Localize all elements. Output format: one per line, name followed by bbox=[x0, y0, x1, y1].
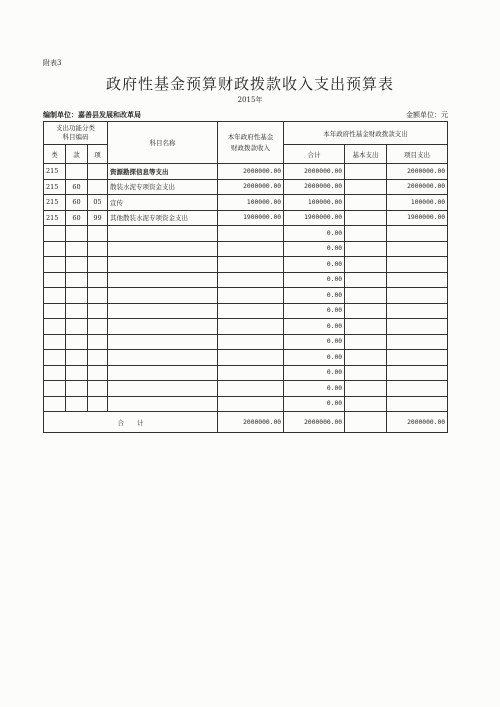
amount-unit: 金额单位：元 bbox=[406, 111, 448, 119]
total-project-cell: 2000000.00 bbox=[387, 412, 448, 433]
income-cell bbox=[218, 288, 284, 304]
xiang-cell bbox=[88, 350, 108, 366]
kuan-cell: 60 bbox=[66, 210, 88, 226]
lei-cell bbox=[44, 241, 66, 257]
xiang-cell bbox=[88, 179, 108, 195]
income-cell bbox=[218, 396, 284, 412]
income-cell bbox=[218, 272, 284, 288]
income-cell bbox=[218, 365, 284, 381]
kuan-cell bbox=[66, 241, 88, 257]
xiang-cell bbox=[88, 381, 108, 397]
table-row bbox=[44, 164, 448, 180]
subject-name-cell bbox=[108, 226, 218, 242]
total-cell: 0.00 bbox=[284, 396, 345, 412]
basic-cell bbox=[345, 210, 387, 226]
total-income-cell: 2000000.00 bbox=[218, 412, 284, 433]
kuan-header: 款 bbox=[66, 145, 88, 164]
project-cell: 2000000.00 bbox=[387, 179, 448, 195]
kuan-cell bbox=[66, 319, 88, 335]
kuan-cell bbox=[66, 365, 88, 381]
project-header: 项目支出 bbox=[387, 145, 448, 164]
total-header: 合计 bbox=[284, 145, 345, 164]
lei-cell bbox=[44, 226, 66, 242]
kuan-cell bbox=[66, 164, 88, 180]
table-row bbox=[44, 319, 448, 335]
lei-cell bbox=[44, 303, 66, 319]
project-cell: 100000.00 bbox=[387, 195, 448, 211]
lei-cell: 215 bbox=[44, 179, 66, 195]
kuan-cell bbox=[66, 396, 88, 412]
lei-cell: 215 bbox=[44, 210, 66, 226]
kuan-cell bbox=[66, 334, 88, 350]
lei-cell bbox=[44, 396, 66, 412]
lei-header: 类 bbox=[44, 145, 66, 164]
kuan-cell bbox=[66, 303, 88, 319]
kuan-cell bbox=[66, 381, 88, 397]
income-cell: 2000000.00 bbox=[218, 164, 284, 180]
xiang-cell: 99 bbox=[88, 210, 108, 226]
xiang-cell bbox=[88, 319, 108, 335]
compiling-unit: 编制单位：嘉善县发展和改革局 bbox=[43, 110, 141, 119]
total-cell: 0.00 bbox=[284, 288, 345, 304]
xiang-cell bbox=[88, 396, 108, 412]
table-row bbox=[44, 272, 448, 288]
table-row bbox=[44, 365, 448, 381]
kuan-cell bbox=[66, 257, 88, 273]
xiang-cell bbox=[88, 303, 108, 319]
total-label: 合 计 bbox=[44, 412, 218, 433]
subject-name-cell: 其他散装水泥专项资金支出 bbox=[108, 210, 218, 226]
basic-cell bbox=[345, 226, 387, 242]
xiang-cell bbox=[88, 288, 108, 304]
lei-cell bbox=[44, 288, 66, 304]
basic-cell bbox=[345, 334, 387, 350]
total-cell: 0.00 bbox=[284, 334, 345, 350]
income-cell bbox=[218, 257, 284, 273]
total-cell: 0.00 bbox=[284, 365, 345, 381]
table-row bbox=[44, 334, 448, 350]
table-row bbox=[44, 381, 448, 397]
lei-cell: 215 bbox=[44, 195, 66, 211]
total-cell: 0.00 bbox=[284, 381, 345, 397]
lei-cell bbox=[44, 319, 66, 335]
project-cell bbox=[387, 381, 448, 397]
kuan-cell bbox=[66, 288, 88, 304]
subject-name-cell bbox=[108, 272, 218, 288]
table-row bbox=[44, 210, 448, 226]
project-cell bbox=[387, 396, 448, 412]
basic-header: 基本支出 bbox=[345, 145, 387, 164]
basic-cell bbox=[345, 179, 387, 195]
total-cell: 0.00 bbox=[284, 350, 345, 366]
income-cell bbox=[218, 319, 284, 335]
table-row bbox=[44, 179, 448, 195]
project-cell bbox=[387, 365, 448, 381]
project-cell bbox=[387, 241, 448, 257]
total-cell: 0.00 bbox=[284, 272, 345, 288]
subject-name-cell bbox=[108, 381, 218, 397]
basic-cell bbox=[345, 257, 387, 273]
total-cell: 0.00 bbox=[284, 303, 345, 319]
subject-name-cell bbox=[108, 334, 218, 350]
lei-cell bbox=[44, 334, 66, 350]
basic-cell bbox=[345, 241, 387, 257]
attachment-label: 附表3 bbox=[43, 59, 62, 67]
subject-name-cell bbox=[108, 319, 218, 335]
kuan-cell: 60 bbox=[66, 195, 88, 211]
total-cell: 0.00 bbox=[284, 257, 345, 273]
subject-name-cell: 宣传 bbox=[108, 195, 218, 211]
table-row bbox=[44, 241, 448, 257]
table-row bbox=[44, 288, 448, 304]
subject-name-cell bbox=[108, 396, 218, 412]
budget-year: 2015年 bbox=[237, 96, 263, 104]
total-row bbox=[44, 412, 448, 433]
xiang-header: 项 bbox=[88, 145, 108, 164]
total-cell: 0.00 bbox=[284, 319, 345, 335]
total-basic-cell bbox=[345, 412, 387, 433]
kuan-cell bbox=[66, 350, 88, 366]
project-cell bbox=[387, 303, 448, 319]
expense-group-header: 本年政府性基金财政拨款支出 bbox=[284, 122, 448, 145]
total-cell: 0.00 bbox=[284, 226, 345, 242]
table-row bbox=[44, 226, 448, 242]
lei-cell bbox=[44, 272, 66, 288]
page-title: 政府性基金预算财政拨款收入支出预算表 bbox=[105, 75, 394, 93]
xiang-cell bbox=[88, 365, 108, 381]
func-code-header: 支出功能分类 科目编码 bbox=[44, 122, 108, 145]
table-row bbox=[44, 257, 448, 273]
total-cell: 100000.00 bbox=[284, 195, 345, 211]
table-row bbox=[44, 303, 448, 319]
xiang-cell: 05 bbox=[88, 195, 108, 211]
budget-table bbox=[43, 121, 448, 433]
subject-name-cell bbox=[108, 257, 218, 273]
subject-name-cell: 资源勘探信息等支出 bbox=[108, 164, 218, 180]
project-cell bbox=[387, 319, 448, 335]
income-cell bbox=[218, 381, 284, 397]
project-cell bbox=[387, 272, 448, 288]
project-cell bbox=[387, 288, 448, 304]
basic-cell bbox=[345, 288, 387, 304]
project-cell: 2000000.00 bbox=[387, 164, 448, 180]
basic-cell bbox=[345, 272, 387, 288]
subject-name-header: 科目名称 bbox=[108, 122, 218, 164]
project-cell bbox=[387, 350, 448, 366]
table-row bbox=[44, 350, 448, 366]
basic-cell bbox=[345, 365, 387, 381]
subject-name-cell bbox=[108, 303, 218, 319]
xiang-cell bbox=[88, 241, 108, 257]
xiang-cell bbox=[88, 257, 108, 273]
income-cell bbox=[218, 241, 284, 257]
xiang-cell bbox=[88, 334, 108, 350]
total-cell: 0.00 bbox=[284, 241, 345, 257]
xiang-cell bbox=[88, 164, 108, 180]
income-header: 本年政府性基金 财政拨款收入 bbox=[218, 122, 284, 164]
subject-name-cell bbox=[108, 288, 218, 304]
income-cell bbox=[218, 334, 284, 350]
total-total-cell: 2000000.00 bbox=[284, 412, 345, 433]
kuan-cell: 60 bbox=[66, 179, 88, 195]
subject-name-cell bbox=[108, 350, 218, 366]
lei-cell bbox=[44, 350, 66, 366]
total-cell: 2000000.00 bbox=[284, 164, 345, 180]
income-cell bbox=[218, 303, 284, 319]
income-cell bbox=[218, 350, 284, 366]
basic-cell bbox=[345, 396, 387, 412]
table-row bbox=[44, 396, 448, 412]
project-cell: 1900000.00 bbox=[387, 210, 448, 226]
basic-cell bbox=[345, 350, 387, 366]
kuan-cell bbox=[66, 226, 88, 242]
project-cell bbox=[387, 226, 448, 242]
lei-cell bbox=[44, 365, 66, 381]
kuan-cell bbox=[66, 272, 88, 288]
project-cell bbox=[387, 334, 448, 350]
basic-cell bbox=[345, 303, 387, 319]
basic-cell bbox=[345, 164, 387, 180]
income-cell bbox=[218, 226, 284, 242]
income-cell: 2000000.00 bbox=[218, 179, 284, 195]
total-cell: 1900000.00 bbox=[284, 210, 345, 226]
basic-cell bbox=[345, 319, 387, 335]
table-row bbox=[44, 195, 448, 211]
subject-name-cell bbox=[108, 365, 218, 381]
project-cell bbox=[387, 257, 448, 273]
subject-name-cell: 散装水泥专项资金支出 bbox=[108, 179, 218, 195]
subject-name-cell bbox=[108, 241, 218, 257]
lei-cell: 215 bbox=[44, 164, 66, 180]
basic-cell bbox=[345, 381, 387, 397]
xiang-cell bbox=[88, 272, 108, 288]
income-cell: 100000.00 bbox=[218, 195, 284, 211]
basic-cell bbox=[345, 195, 387, 211]
total-cell: 2000000.00 bbox=[284, 179, 345, 195]
lei-cell bbox=[44, 381, 66, 397]
xiang-cell bbox=[88, 226, 108, 242]
income-cell: 1900000.00 bbox=[218, 210, 284, 226]
lei-cell bbox=[44, 257, 66, 273]
